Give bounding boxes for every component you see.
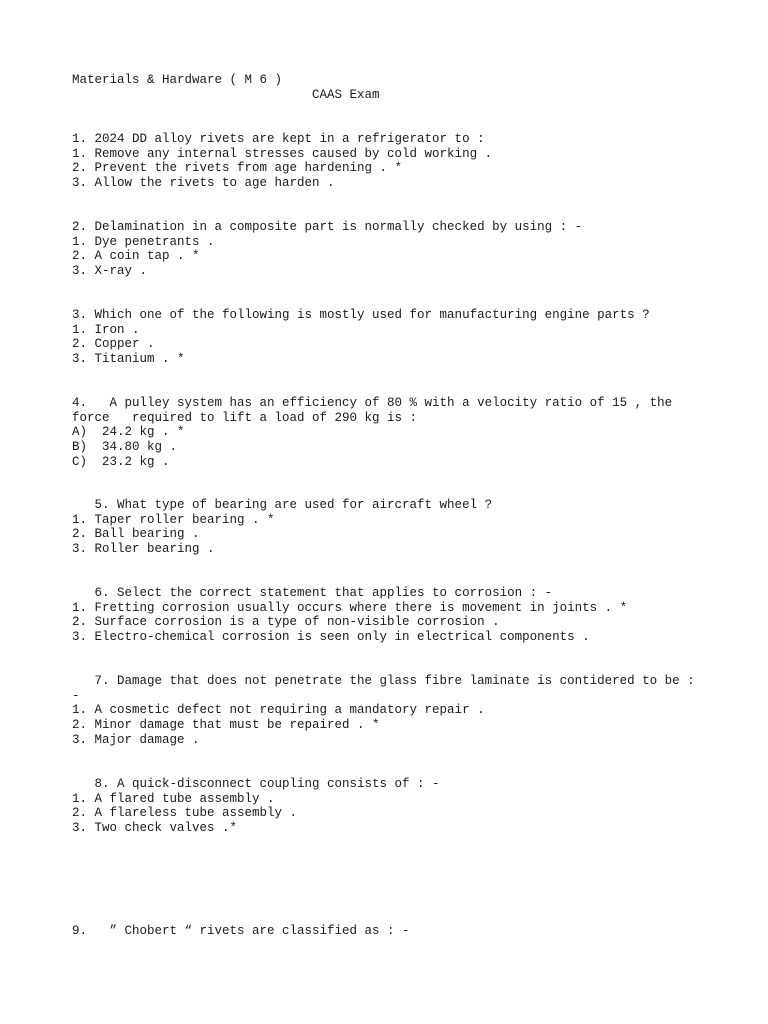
question-3-option-2: 2. Copper . <box>72 337 155 352</box>
question-4-option-b: B) 34.80 kg . <box>72 440 178 455</box>
question-3-option-3: 3. Titanium . * <box>72 352 185 367</box>
question-4-text-line-1: 4. A pulley system has an efficiency of 80 % with a velocity ratio of 15 , the <box>72 396 673 410</box>
question-7-text-line-1: 7. Damage that does not penetrate the glass fibre laminate is contidered to be : <box>72 674 695 688</box>
question-6-option-1: 1. Fretting corrosion usually occurs where there is movement in joints . * <box>72 600 628 615</box>
question-7-option-3: 3. Major damage . <box>72 732 200 747</box>
question-5-option-3: 3. Roller bearing . <box>72 542 215 557</box>
question-1-option-2: 2. Prevent the rivets from age hardening . * <box>72 161 403 176</box>
question-2-option-3: 3. X-ray . <box>72 264 148 279</box>
question-8-text: 8. A quick-disconnect coupling consists of : - <box>72 777 440 791</box>
question-5-option-1: 1. Taper roller bearing . * <box>72 512 275 527</box>
question-4-text-line-2: force required to lift a load of 290 kg is : <box>72 410 418 425</box>
document-header: Materials & Hardware ( M 6 ) <box>72 73 283 87</box>
question-3-option-1: 1. Iron . <box>72 322 140 337</box>
question-2-option-1: 1. Dye penetrants . <box>72 234 215 249</box>
question-8-option-1: 1. A flared tube assembly . <box>72 791 275 806</box>
question-8-option-3: 3. Two check valves .* <box>72 821 238 836</box>
question-7-text-line-2: - <box>72 688 80 703</box>
question-4-option-a: A) 24.2 kg . * <box>72 425 185 440</box>
document-subheader: CAAS Exam <box>312 88 380 102</box>
question-1-option-1: 1. Remove any internal stresses caused by cold working . <box>72 146 493 161</box>
question-6-text: 6. Select the correct statement that applies to corrosion : - <box>72 586 553 600</box>
question-3-text: 3. Which one of the following is mostly used for manufacturing engine parts ? <box>72 308 650 322</box>
question-5-option-2: 2. Ball bearing . <box>72 527 200 542</box>
question-6-option-3: 3. Electro-chemical corrosion is seen only in electrical components . <box>72 630 590 645</box>
question-8-option-2: 2. A flareless tube assembly . <box>72 806 298 821</box>
question-5-text: 5. What type of bearing are used for aircraft wheel ? <box>72 498 493 512</box>
question-9-text: 9. ” Chobert “ rivets are classified as : - <box>72 924 410 938</box>
question-1-option-3: 3. Allow the rivets to age harden . <box>72 176 335 191</box>
question-2-text: 2. Delamination in a composite part is normally checked by using : - <box>72 220 583 234</box>
question-1-text: 1. 2024 DD alloy rivets are kept in a refrigerator to : <box>72 132 485 146</box>
question-7-option-2: 2. Minor damage that must be repaired . * <box>72 718 380 733</box>
question-2-option-2: 2. A coin tap . * <box>72 249 200 264</box>
question-4-option-c: C) 23.2 kg . <box>72 454 170 469</box>
question-7-option-1: 1. A cosmetic defect not requiring a mandatory repair . <box>72 703 485 718</box>
question-6-option-2: 2. Surface corrosion is a type of non-visible corrosion . <box>72 615 500 630</box>
